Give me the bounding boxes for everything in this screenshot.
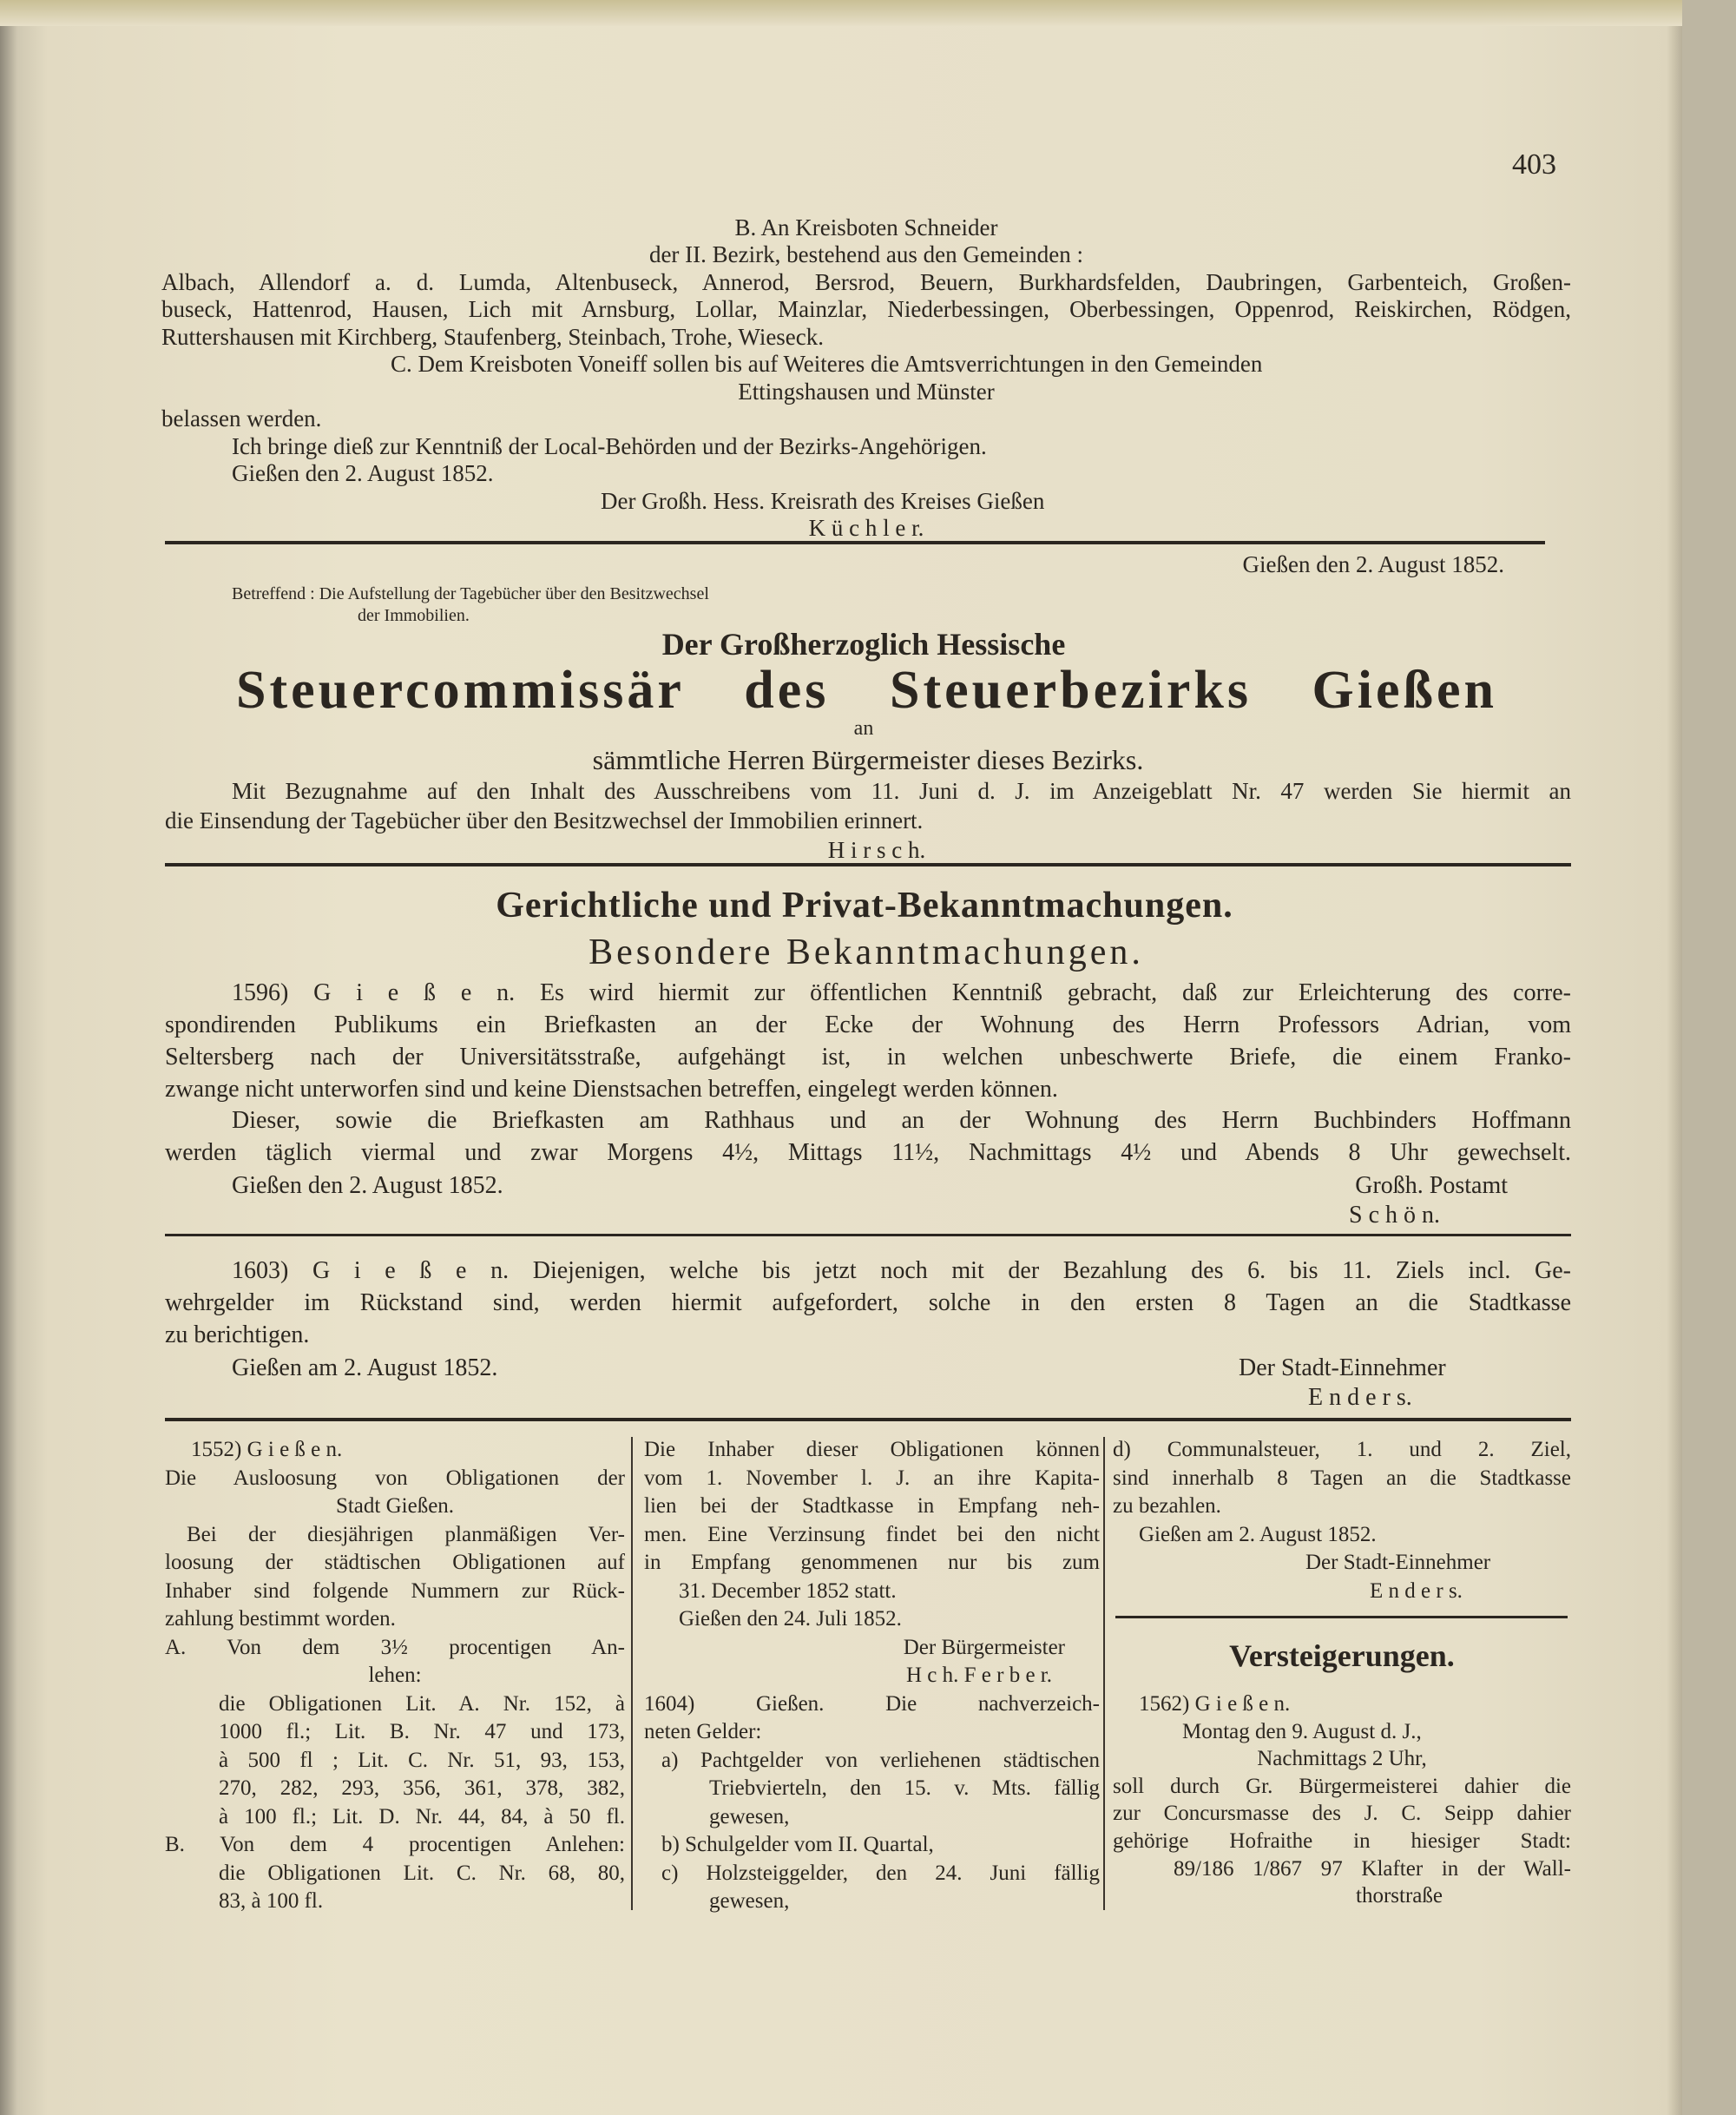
notice-line: buseck, Hattenrod, Hausen, Lich mit Arnsburg, Lollar, Mainzlar, Niederbessingen, Oberbessingen, Oppenrod, Reiskirchen, Rödgen, bbox=[161, 296, 1571, 323]
column-line: a) Pachtgelder von verliehenen städtischen bbox=[661, 1748, 1100, 1772]
notice-line: zwange nicht unterworfen sind und keine Dienstsachen betreffen, eingelegt werden können. bbox=[165, 1075, 1058, 1103]
signature: E n d e r s. bbox=[1308, 1384, 1412, 1412]
notice-office: Der Stadt-Einnehmer bbox=[1239, 1354, 1446, 1382]
column-line: 1552) G i e ß e n. bbox=[191, 1438, 343, 1461]
notice-office: Großh. Postamt bbox=[1355, 1172, 1508, 1200]
column-line: neten Gelder: bbox=[644, 1720, 762, 1743]
column-line: b) Schulgelder vom II. Quartal, bbox=[661, 1833, 934, 1856]
addressees: sämmtliche Herren Bürgermeister dieses Bezirks. bbox=[592, 743, 1144, 775]
column-line: Der Stadt-Einnehmer bbox=[1305, 1551, 1491, 1574]
notice-date: Gießen am 2. August 1852. bbox=[232, 1354, 498, 1382]
column-line: 1000 fl.; Lit. B. Nr. 47 und 173, bbox=[219, 1720, 625, 1743]
notice-line: Albach, Allendorf a. d. Lumda, Altenbuseck, Annerod, Bersrod, Beuern, Burkhardsfelden, Daubringen, Garbenteich, Großen- bbox=[161, 268, 1571, 295]
notice-line: Ich bringe dieß zur Kenntniß der Local-Behörden und der Bezirks-Angehörigen. bbox=[232, 432, 987, 459]
column-line: c) Holzsteiggelder, den 24. Juni fällig bbox=[661, 1861, 1100, 1885]
column-line: zahlung bestimmt worden. bbox=[165, 1607, 396, 1631]
column-line: H c h. F e r b e r. bbox=[905, 1664, 1052, 1687]
notice-line: belassen werden. bbox=[161, 405, 322, 432]
auction-line: soll durch Gr. Bürgermeisterei dahier die bbox=[1113, 1774, 1571, 1798]
body-line: Mit Bezugnahme auf den Inhalt des Ausschreibens vom 11. Juni d. J. im Anzeigeblatt Nr. 47 werden Sie hiermit an bbox=[232, 777, 1571, 804]
notice-line: C. Dem Kreisboten Voneiff sollen bis auf Weiteres die Amtsverrichtungen in den Gemeinden bbox=[391, 351, 1263, 378]
subject-line: Betreffend : Die Aufstellung der Tagebücher über den Besitzwechsel bbox=[232, 584, 709, 603]
notice-line: Ettingshausen und Münster bbox=[738, 378, 995, 405]
subject-line: der Immobilien. bbox=[358, 606, 470, 625]
column-line: à 500 fl ; Lit. C. Nr. 51, 93, 153, bbox=[219, 1748, 625, 1772]
column-line: Triebvierteln, den 15. v. Mts. fällig bbox=[709, 1776, 1100, 1800]
notice-date: Gießen den 2. August 1852. bbox=[232, 1172, 503, 1200]
column-line: 1604) Gießen. Die nachverzeich- bbox=[644, 1691, 1100, 1716]
column-line: Inhaber sind folgende Nummern zur Rück- bbox=[165, 1578, 625, 1603]
notice-line: werden täglich viermal und zwar Morgens 4½, Mittags 11½, Nachmittags 4½ und Abends 8 Uhr gewechselt. bbox=[165, 1139, 1571, 1167]
notice-line: spondirenden Publikums ein Briefkasten an der Ecke der Wohnung des Herrn Professors Adrian, vom bbox=[165, 1011, 1571, 1038]
column-line: Die Inhaber dieser Obligationen können bbox=[644, 1438, 1100, 1461]
auction-line: Montag den 9. August d. J., bbox=[1182, 1719, 1422, 1743]
column-line: A. Von dem 3½ procentigen An- bbox=[165, 1635, 625, 1659]
divider-rule bbox=[1115, 1616, 1568, 1618]
notice-title: Steuercommissär des Steuerbezirks Gießen bbox=[236, 660, 1497, 720]
notice-line: Ruttershausen mit Kirchberg, Staufenberg, Steinbach, Trohe, Wieseck. bbox=[161, 323, 825, 350]
notice-line: 1596) G i e ß e n. Es wird hiermit zur öffentlichen Kenntniß gebracht, daß zur Erleichterung des corre- bbox=[232, 979, 1571, 1007]
auction-line: gehörige Hofraithe in hiesiger Stadt: bbox=[1113, 1829, 1571, 1853]
auction-line: zur Concursmasse des J. C. Seipp dahier bbox=[1113, 1802, 1571, 1826]
auction-line: Nachmittags 2 Uhr, bbox=[1257, 1747, 1427, 1771]
section-subheading: Besondere Bekanntmachungen. bbox=[589, 932, 1144, 972]
notice-line: K ü c h l e r. bbox=[808, 515, 924, 542]
column-line: in Empfang genommenen nur bis zum bbox=[644, 1551, 1100, 1574]
divider-rule bbox=[165, 1234, 1571, 1236]
column-line: zu bezahlen. bbox=[1113, 1494, 1221, 1518]
auction-line: thorstraße bbox=[1356, 1884, 1443, 1908]
column-line: 31. December 1852 statt. bbox=[679, 1578, 897, 1603]
notice-line: der II. Bezirk, bestehend aus den Gemeinden : bbox=[648, 241, 1084, 268]
divider-rule bbox=[165, 541, 1545, 544]
page-number: 403 bbox=[1512, 148, 1556, 181]
column-line: à 100 fl.; Lit. D. Nr. 44, 84, à 50 fl. bbox=[219, 1804, 625, 1828]
addressee-prefix: an bbox=[853, 716, 874, 740]
auction-heading: Versteigerungen. bbox=[1229, 1638, 1455, 1674]
divider-rule bbox=[165, 863, 1571, 866]
column-line: d) Communalsteuer, 1. und 2. Ziel, bbox=[1113, 1438, 1571, 1461]
signature: H i r s c h. bbox=[827, 836, 926, 863]
section-heading: Gerichtliche und Privat-Bekanntmachungen. bbox=[496, 885, 1233, 926]
notice-line: Dieser, sowie die Briefkasten am Rathhaus und an der Wohnung des Herrn Buchbinders Hoffmann bbox=[232, 1107, 1571, 1135]
notice-line: wehrgelder im Rückstand sind, werden hiermit aufgefordert, solche in den ersten 8 Tagen an die Stadtkasse bbox=[165, 1289, 1571, 1317]
column-line: Stadt Gießen. bbox=[335, 1494, 455, 1518]
column-line: gewesen, bbox=[709, 1804, 790, 1828]
column-line: Bei der diesjährigen planmäßigen Ver- bbox=[187, 1522, 625, 1546]
divider-rule bbox=[165, 1418, 1571, 1421]
notice-line: Der Großh. Hess. Kreisrath des Kreises Gießen bbox=[601, 487, 1045, 514]
notice-date: Gießen den 2. August 1852. bbox=[1242, 550, 1504, 577]
column-line: E n d e r s. bbox=[1370, 1578, 1463, 1603]
notice-line: Gießen den 2. August 1852. bbox=[232, 460, 494, 487]
notice-line: Seltersberg nach der Universitätsstraße, aufgehängt ist, in welchen unbeschwerte Briefe, die einem Franko- bbox=[165, 1043, 1571, 1071]
column-line: Die Ausloosung von Obligationen der bbox=[165, 1466, 625, 1490]
column-line: die Obligationen Lit. C. Nr. 68, 80, bbox=[219, 1861, 625, 1885]
column-line: lehen: bbox=[368, 1664, 422, 1687]
notice-line: 1603) G i e ß e n. Diejenigen, welche bis jetzt noch mit der Bezahlung des 6. bis 11. Ziels incl. Ge- bbox=[232, 1257, 1571, 1285]
issuer-line: Der Großherzoglich Hessische bbox=[661, 627, 1066, 662]
column-line: die Obligationen Lit. A. Nr. 152, à bbox=[219, 1691, 625, 1716]
column-line: Gießen den 24. Juli 1852. bbox=[679, 1607, 902, 1631]
column-line: gewesen, bbox=[709, 1889, 790, 1913]
notice-line: zu berichtigen. bbox=[165, 1321, 310, 1349]
column-line: lien bei der Stadtkasse in Empfang neh- bbox=[644, 1494, 1100, 1518]
column-line: 270, 282, 293, 356, 361, 378, 382, bbox=[219, 1776, 625, 1800]
body-line: die Einsendung der Tagebücher über den Besitzwechsel der Immobilien erinnert. bbox=[165, 807, 924, 833]
signature: S c h ö n. bbox=[1349, 1202, 1440, 1229]
column-line: sind innerhalb 8 Tagen an die Stadtkasse bbox=[1113, 1466, 1571, 1490]
column-line: Der Bürgermeister bbox=[903, 1635, 1065, 1659]
auction-line: 1562) G i e ß e n. bbox=[1139, 1692, 1291, 1716]
column-line: loosung der städtischen Obligationen auf bbox=[165, 1551, 625, 1574]
column-line: men. Eine Verzinsung findet bei den nicht bbox=[644, 1522, 1100, 1546]
notice-line: B. An Kreisboten Schneider bbox=[734, 214, 998, 240]
column-line: 83, à 100 fl. bbox=[219, 1889, 324, 1913]
auction-line: 89/186 1/867 97 Klafter in der Wall- bbox=[1174, 1856, 1571, 1881]
column-line: Gießen am 2. August 1852. bbox=[1139, 1522, 1377, 1546]
column-line: vom 1. November l. J. an ihre Kapita- bbox=[644, 1466, 1100, 1490]
column-line: B. Von dem 4 procentigen Anlehen: bbox=[165, 1833, 625, 1856]
